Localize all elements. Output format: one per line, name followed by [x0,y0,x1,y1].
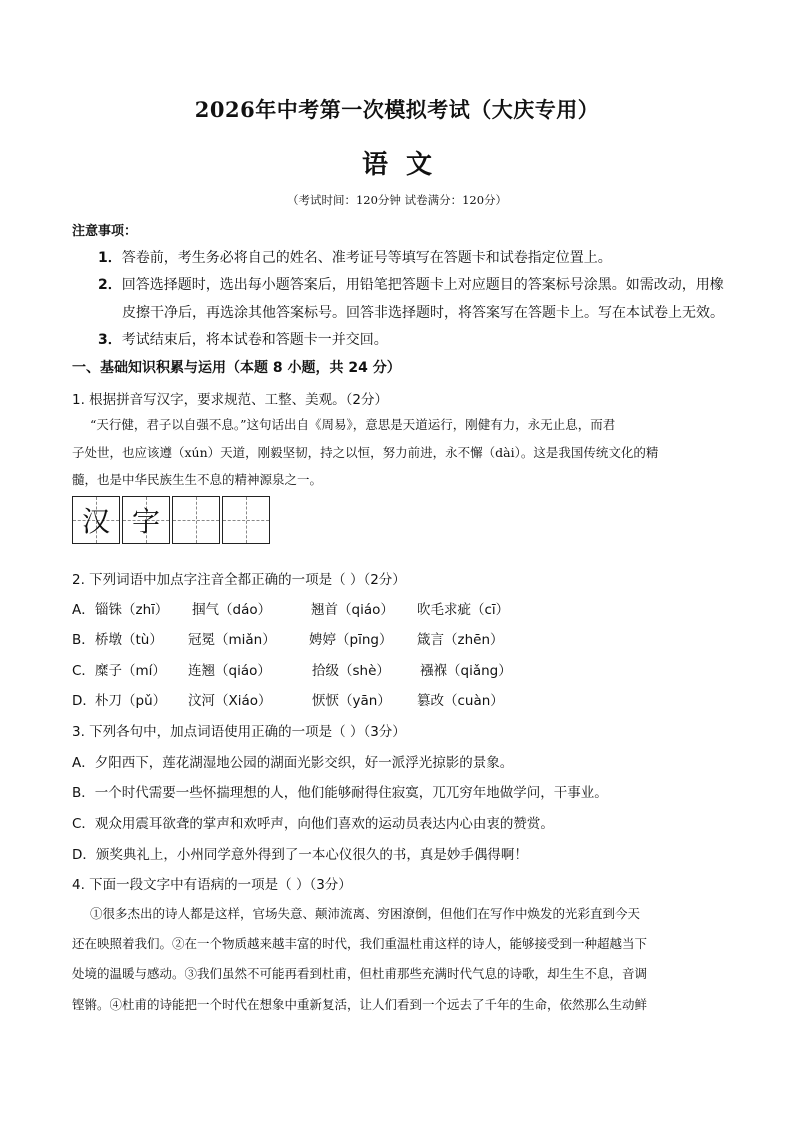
option-label: A． [72,602,95,618]
question-1-passage-line: 子处世，也应该遵（xún）天道，刚毅坚韧，持之以恒，努力前进，永不懈（dài）。这是我国传统文化的精 [72,445,659,460]
question-4-passage-line: 处境的温暖与感动。③我们虽然不可能再看到杜甫，但杜甫那些充满时代气息的诗歌，却生生不息，音调 [72,966,648,981]
grid-character: 汉 [81,505,110,538]
note-number: 2． [98,277,122,293]
note-text: 回答选择题时，选出每小题答案后，用铅笔把答题卡上对应题目的答案标号涂黑。如需改动，用橡 [121,277,724,293]
grid-character: 字 [131,505,160,538]
question-4-passage-line: ①很多杰出的诗人都是这样，官场失意、颠沛流离、穷困潦倒，但他们在写作中焕发的光彩直到今天 [90,906,641,921]
note-text: 答卷前，考生务必将自己的姓名、准考证号等填写在答题卡和试卷指定位置上。 [121,250,612,266]
option-item: 桥墩（tù） [95,632,163,648]
note-number: 1． [98,250,122,266]
question-1-passage-line: 髓，也是中华民族生生不息的精神源泉之一。 [72,472,323,487]
question-4-stem: 4. 下面一段文字中有语病的一项是（ ）（3分） [72,877,352,893]
question-3-option: A．夕阳西下，莲花湖湿地公园的湖面光影交织，好一派浮光掠影的景象。 [72,755,514,771]
option-item: 汶河（Xiáo） [188,693,272,709]
option-label: C． [72,663,95,679]
grid-cell[interactable] [72,496,120,544]
subject-title: 语文 [361,150,450,180]
question-4-passage-line: 还在映照着我们。②在一个物质越来越丰富的时代，我们重温杜甫这样的诗人，能够接受到一种超越当下 [72,936,648,951]
option-item: 拾级（shè） [312,663,390,679]
option-item: 冠冕（miǎn） [188,632,276,648]
option-item: 箴言（zhēn） [417,632,504,648]
character-grid [72,496,272,544]
question-3-stem: 3. 下列各句中，加点词语使用正确的一项是（ ）（3分） [72,724,406,740]
option-item: 掴气（dáo） [192,602,272,618]
grid-cell[interactable] [172,496,220,544]
question-3-option: C．观众用震耳欲聋的掌声和欢呼声，向他们喜欢的运动员表达内心由衷的赞赏。 [72,816,554,832]
note-item-3 [98,329,388,349]
question-3-option: D．颁奖典礼上，小州同学意外得到了一本心仪很久的书，真是妙手偶得啊！ [72,847,528,863]
option-item: 娉婷（pīng） [309,632,393,648]
option-label: D． [72,693,96,709]
grid-cell[interactable] [122,496,170,544]
exam-title: 2026年中考第一次模拟考试（大庆专用） [194,97,600,122]
question-2-stem: 2. 下列词语中加点字注音全都正确的一项是（ ）（2分） [72,572,406,588]
option-item: 吹毛求疵（cī） [417,602,510,618]
option-item: 连翘（qiáo） [188,663,271,679]
section-heading: 一、基础知识积累与运用（本题 8 小题，共 24 分） [72,360,401,376]
option-item: 襁褓（qiǎng） [420,663,512,679]
grid-cell[interactable] [222,496,270,544]
note-text: 考试结束后，将本试卷和答题卡一并交回。 [121,332,388,348]
option-item: 糜子（mí） [95,663,166,679]
note-item-2 [98,274,724,294]
option-item: 锱铢（zhī） [95,602,169,618]
question-4-passage-line: 铿锵。④杜甫的诗能把一个时代在想象中重新复活，让人们看到一个远去了千年的生命，依然那么生动鲜 [72,997,648,1012]
question-3-option: B．一个时代需要一些怀揣理想的人，他们能够耐得住寂寞，兀兀穷年地做学问，干事业。 [72,785,608,801]
question-1-passage-line: “天行健，君子以自强不息。”这句话出自《周易》，意思是天道运行，刚健有力，永无止息，而君 [90,417,616,432]
note-number: 3． [98,332,122,348]
option-item: 翘首（qiáo） [311,602,394,618]
exam-info: （考试时间：120分钟 试卷满分：120分） [286,193,508,207]
option-label: B． [72,632,95,648]
option-item: 朴刀（pǔ） [95,693,167,709]
question-1-stem: 1. 根据拼音写汉字，要求规范、工整、美观。（2分） [72,392,389,408]
option-item: 恹恹（yān） [312,693,391,709]
notes-heading: 注意事项： [72,224,138,239]
option-item: 篡改（cuàn） [417,693,504,709]
note-item-1 [98,247,612,267]
note-item-2-cont: 皮擦干净后，再选涂其他答案标号。回答非选择题时，将答案写在答题卡上。写在本试卷上无效。 [122,305,724,321]
